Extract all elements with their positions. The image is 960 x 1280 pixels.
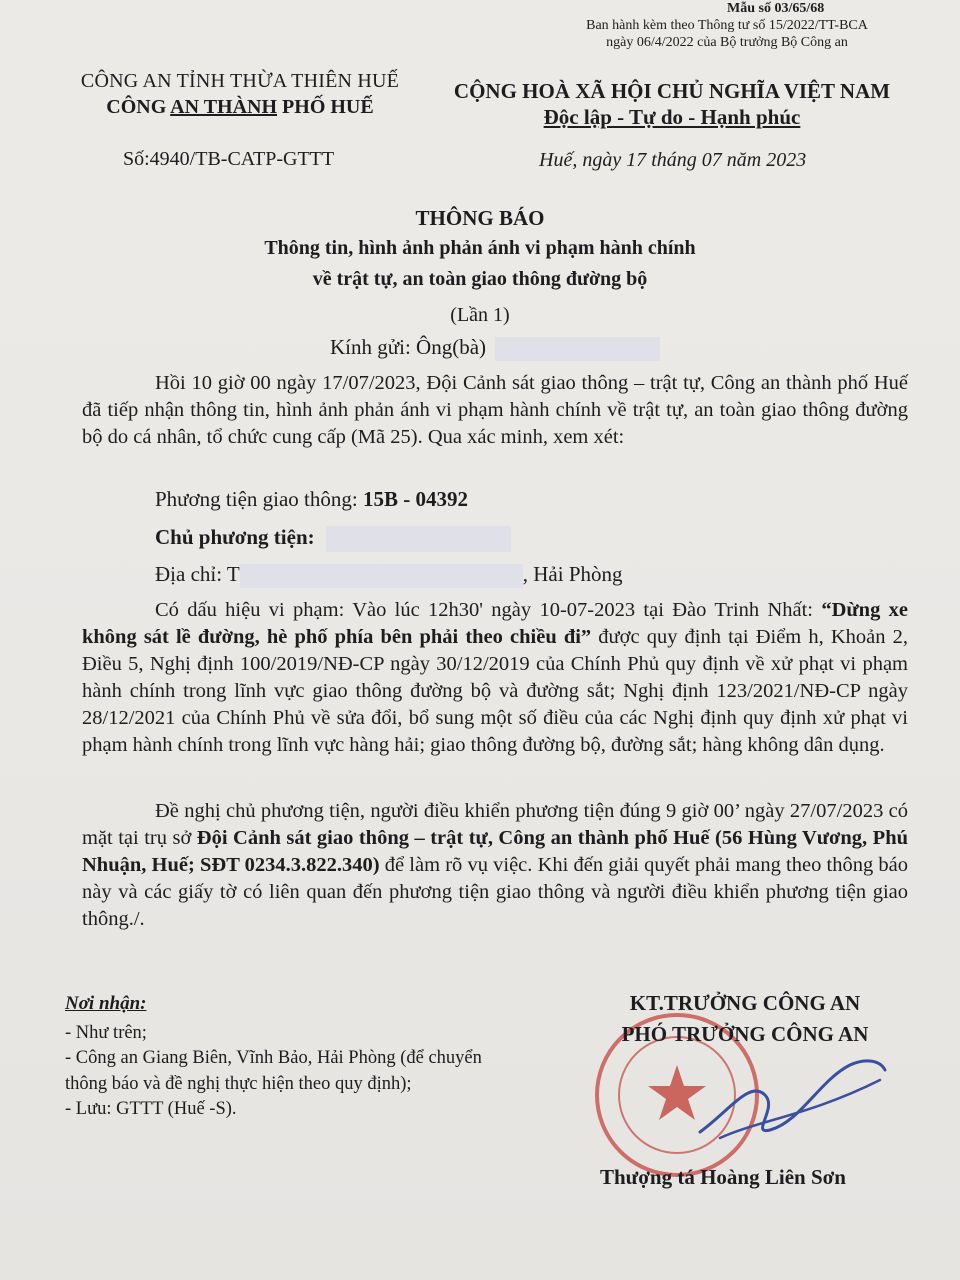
national-header (440, 78, 904, 130)
paragraph-violation (82, 597, 908, 759)
document-subtitle-2: về trật tự, an toàn giao thông đường bộ (312, 268, 648, 290)
owner-label: Chủ phương tiện: (155, 525, 315, 549)
issued-with-line-2: ngày 06/4/2022 của Bộ trưởng Bộ Công an (606, 35, 848, 50)
recipient-item: - Công an Giang Biên, Vĩnh Bảo, Hải Phòng (để chuyển thông báo và đề nghị thực hiện theo quy định); (65, 1048, 482, 1094)
request-rest: để làm rõ vụ việc. Khi đến giải quyết phải mang theo thông báo này và các giấy tờ có liên quan đến phương tiện giao thông và người điều khiển phương tiện giao thông./. (82, 854, 908, 930)
document-date: Huế, ngày 17 tháng 07 năm 2023 (539, 149, 807, 171)
unit-agency-part-2: AN THÀNH (170, 96, 278, 118)
issued-with-line-1: Ban hành kèm theo Thông tư số 15/2022/TT-BCA (586, 18, 868, 33)
signer-name: Thượng tá Hoàng Liên Sơn (600, 1165, 846, 1189)
handwritten-signature (690, 1040, 890, 1150)
vehicle-label: Phương tiện giao thông: (155, 487, 363, 511)
violation-legal-basis: được quy định tại Điểm h, Khoản 2, Điều 5, Nghị định 100/2019/NĐ-CP ngày 30/12/2019 của Chính Phủ quy định về xử phạt vi phạm hành chính trong lĩnh vực giao thông đường bộ và đường sắt; Nghị định 123/2021/NĐ-CP ngày 28/12/2021 của Chính Phủ về sửa đổi, bổ sung một số điều của các Nghị định quy định xử phạt vi phạm hành chính trong lĩnh vực hàng hải; giao thông đường bộ, đường sắt; hàng không dân dụng. (82, 626, 908, 756)
owner-line (155, 525, 511, 552)
violation-lead: Có dấu hiệu vi phạm: Vào lúc 12h30' ngày 10-07-2023 tại Đào Trinh Nhất: (155, 599, 822, 621)
signature-title-2: PHÓ TRƯỞNG CÔNG AN (621, 1022, 869, 1046)
unit-agency-part-3: PHỐ HUẾ (277, 96, 374, 118)
document-number: Số:4940/TB-CATP-GTTT (123, 148, 335, 170)
vehicle-plate: 15B - 04392 (362, 487, 468, 511)
parent-agency: CÔNG AN TỈNH THỪA THIÊN HUẾ (80, 70, 400, 92)
paragraph-request (82, 798, 908, 933)
recipient-label: Kính gửi: Ông(bà) (330, 335, 487, 359)
nation-name: CỘNG HOÀ XÃ HỘI CHỦ NGHĨA VIỆT NAM (453, 79, 891, 103)
vehicle-line (155, 487, 468, 512)
signature-title-1: KT.TRƯỞNG CÔNG AN (629, 991, 861, 1015)
paragraph-intro: Hồi 10 giờ 00 ngày 17/07/2023, Đội Cảnh sát giao thông – trật tự, Công an thành phố Huế đã tiếp nhận thông tin, hình ảnh phản ánh vi phạm hành chính về trật tự, an toàn giao thông đường bộ do cá nhân, tổ chức cung cấp (Mã 25). Qua xác minh, xem xét: (82, 372, 908, 448)
recipients-heading: Nơi nhận: (65, 993, 147, 1014)
issuing-agency (40, 68, 440, 120)
document-title: THÔNG BÁO (415, 206, 545, 230)
request-office: Đội Cảnh sát giao thông – trật tự, Công an thành phố Huế (56 Hùng Vương, Phú Nhuận, Huế; SĐT 0234.3.822.340) (82, 827, 908, 876)
recipient-line (330, 335, 660, 361)
violation-description: “Dừng xe không sát lề đường, hè phố phía bên phải theo chiều đi” (82, 599, 908, 648)
recipient-item: - Như trên; (65, 1022, 147, 1043)
redacted-address (240, 564, 523, 588)
request-lead: Đề nghị chủ phương tiện, người điều khiển phương tiện đúng 9 giờ 00’ ngày 27/07/2023 có mặt tại trụ sở (82, 800, 908, 849)
notice-count: (Lần 1) (450, 304, 510, 326)
recipients-block (65, 991, 510, 1123)
unit-agency (40, 94, 440, 120)
form-number: Mẫu số 03/65/68 (727, 1, 825, 16)
issued-with (577, 17, 877, 51)
recipient-item: - Lưu: GTTT (Huế -S). (65, 1099, 237, 1119)
redacted-recipient (495, 337, 660, 361)
address-label: Địa chỉ: T (155, 562, 240, 586)
document-subtitle-1: Thông tin, hình ảnh phản ánh vi phạm hành chính (264, 237, 696, 259)
address-tail: , Hải Phòng (522, 562, 623, 586)
address-line (155, 562, 623, 588)
redacted-owner (326, 526, 511, 552)
nation-motto: Độc lập - Tự do - Hạnh phúc (543, 105, 801, 129)
unit-agency-part-1: CÔNG (106, 96, 171, 118)
